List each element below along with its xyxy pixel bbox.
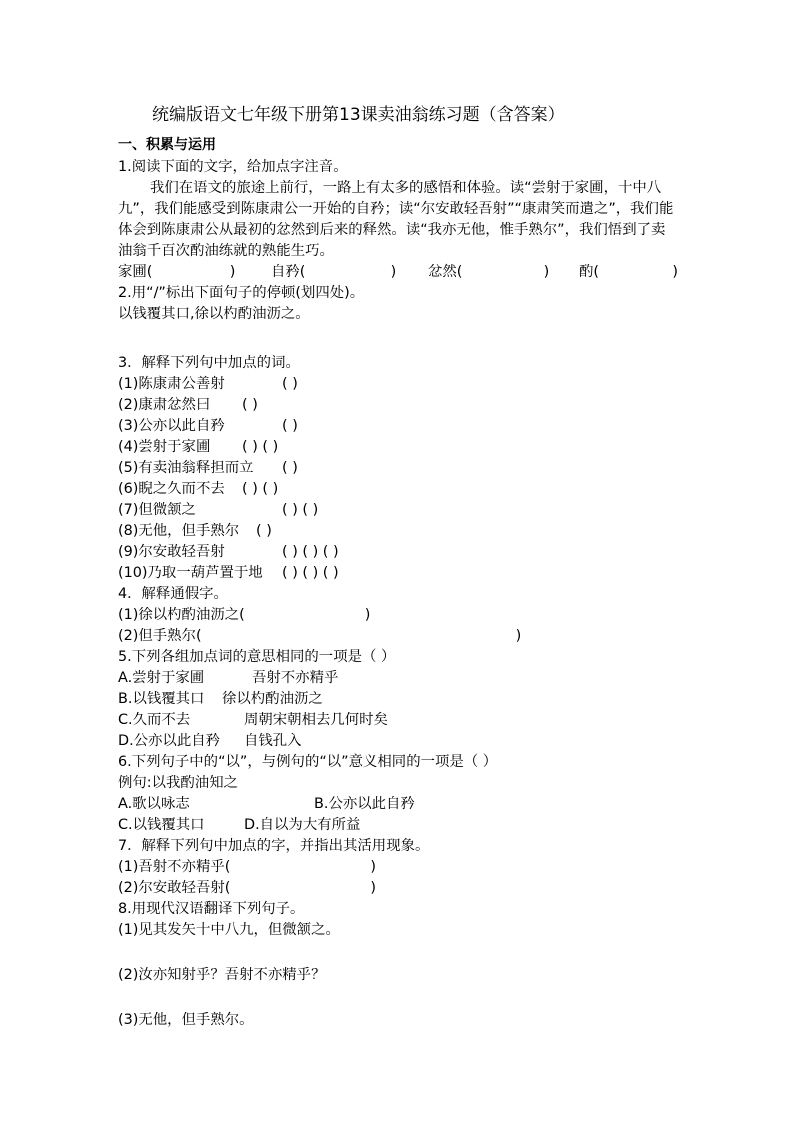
answer-blanks[interactable]: ( ) ( ) xyxy=(282,502,319,518)
question-3-prompt: 3．解释下列句中加点的词。 xyxy=(118,355,300,371)
question-3-item: (3)公亦以此自矜 ( ) xyxy=(118,416,678,437)
question-6-options xyxy=(118,794,678,815)
question-1-prompt: 1.阅读下面的文字，给加点字注音。 xyxy=(118,159,348,175)
answer-blanks[interactable]: ( ) ( ) ( ) xyxy=(282,544,339,560)
question-1-items xyxy=(118,262,678,283)
question-3-item: (8)无他，但手熟尔 ( ) xyxy=(118,521,678,542)
question-2-prompt: 2.用“/”标出下面句子的停顿(划四处)。 xyxy=(118,285,365,301)
exercise-body xyxy=(118,157,678,1031)
question-5-option[interactable]: D.公亦以此自矜 自钱孔入 xyxy=(118,733,302,749)
answer-blanks[interactable]: ( ) xyxy=(282,418,298,434)
document-title: 统编版语文七年级下册第13课卖油翁练习题（含答案） xyxy=(152,105,565,125)
item-label: 忿然( xyxy=(427,264,463,280)
item-close: ) xyxy=(229,264,236,280)
answer-blanks[interactable]: ( ) ( ) ( ) xyxy=(282,565,339,581)
item-label: 自矜( xyxy=(271,264,306,280)
question-5-option[interactable]: B.以钱覆其口 徐以杓酌油沥之 xyxy=(118,691,323,707)
question-6-example: 例句:以我酌油知之 xyxy=(118,775,238,791)
question-7-item: (1)吾射不亦精乎( ) xyxy=(118,857,678,878)
answer-blank[interactable] xyxy=(462,262,543,283)
question-6-options xyxy=(118,815,678,836)
question-1-passage: 我们在语文的旅途上前行，一路上有太多的感悟和体验。读“尝射于家圃，十中八九”，我们能感受到陈康肃公一开始的自矜；读“尔安敢轻吾射”“康肃笑而遣之”，我们能体会到陈康肃公从最初的忿然到后来的释然。读“我亦无他，惟手熟尔”，我们悟到了卖油翁千百次酌油练就的熟能生巧。 xyxy=(118,180,674,259)
section-heading: 一、积累与运用 xyxy=(118,137,216,153)
question-6-prompt: 6.下列句子中的“以”，与例句的“以”意义相同的一项是（ ） xyxy=(118,754,498,770)
question-5-option[interactable]: C.久而不去 周朝宋朝相去几何时矣 xyxy=(118,712,388,728)
answer-blanks[interactable]: ( ) xyxy=(282,460,298,476)
answer-blank[interactable] xyxy=(599,262,672,283)
answer-blank[interactable] xyxy=(230,857,370,878)
answer-blanks[interactable]: ( ) xyxy=(282,376,298,392)
answer-blanks[interactable]: ( ) xyxy=(242,397,258,413)
option-c[interactable]: C.以钱覆其口 xyxy=(118,817,205,833)
question-2-sentence: 以钱覆其口,徐以杓酌油沥之。 xyxy=(118,306,310,322)
option-d[interactable]: D.自以为大有所益 xyxy=(244,817,361,833)
question-4-item: (2)但手熟尔( ) xyxy=(118,626,678,647)
answer-blanks[interactable]: ( ) ( ) xyxy=(242,481,279,497)
question-8-item: (3)无他，但手熟尔。 xyxy=(118,1012,254,1028)
question-3-item: (5)有卖油翁释担而立 ( ) xyxy=(118,458,678,479)
question-3-item: (2)康肃忿然曰 ( ) xyxy=(118,395,678,416)
question-5-option[interactable]: A.尝射于家圃 吾射不亦精乎 xyxy=(118,670,339,686)
item-label: 酌( xyxy=(579,264,600,280)
question-4-item: (1)徐以杓酌油沥之( ) xyxy=(118,605,678,626)
question-3-item: (7)但微颔之 ( ) ( ) xyxy=(118,500,678,521)
item-label: 家圃( xyxy=(118,264,153,280)
question-3-item: (10)乃取一葫芦置于地 ( ) ( ) ( ) xyxy=(118,563,678,584)
answer-blanks[interactable]: ( ) ( ) xyxy=(242,439,279,455)
question-3-item: (4)尝射于家圃 ( ) ( ) xyxy=(118,437,678,458)
item-close: ) xyxy=(543,264,550,280)
question-3-item: (1)陈康肃公善射 ( ) xyxy=(118,374,678,395)
question-3-item: (9)尔安敢轻吾射 ( ) ( ) ( ) xyxy=(118,542,678,563)
option-b[interactable]: B.公亦以此自矜 xyxy=(314,796,415,812)
question-3-item: (6)睨之久而不去 ( ) ( ) xyxy=(118,479,678,500)
item-close: ) xyxy=(672,264,678,280)
question-7-prompt: 7．解释下列句中加点的字，并指出其活用现象。 xyxy=(118,838,430,854)
question-7-item: (2)尔安敢轻吾射( ) xyxy=(118,878,678,899)
item-close: ) xyxy=(390,264,397,280)
question-8-prompt: 8.用现代汉语翻译下列句子。 xyxy=(118,901,305,917)
question-8-item: (1)见其发矢十中八九，但微颔之。 xyxy=(118,922,340,938)
option-a[interactable]: A.歌以咏志 xyxy=(118,796,190,812)
answer-blank[interactable] xyxy=(230,878,370,899)
answer-blank[interactable] xyxy=(202,626,516,647)
answer-blank[interactable] xyxy=(305,262,390,283)
question-8-item: (2)汝亦知射乎？吾射不亦精乎？ xyxy=(118,967,326,983)
question-5-prompt: 5.下列各组加点词的意思相同的一项是（ ） xyxy=(118,649,396,665)
question-4-prompt: 4．解释通假字。 xyxy=(118,586,228,602)
answer-blank[interactable] xyxy=(152,262,229,283)
answer-blanks[interactable]: ( ) xyxy=(256,523,272,539)
answer-blank[interactable] xyxy=(245,605,365,626)
